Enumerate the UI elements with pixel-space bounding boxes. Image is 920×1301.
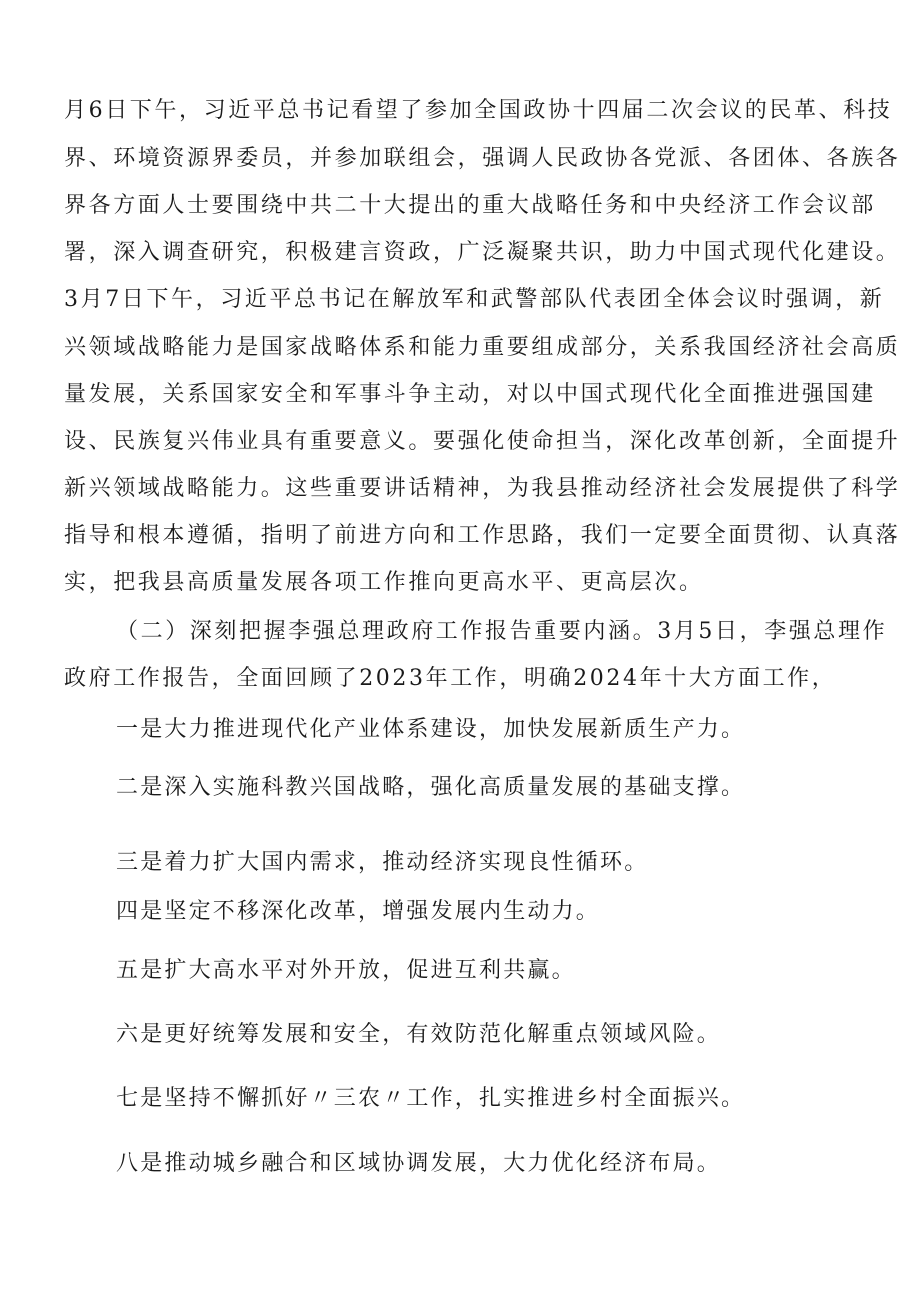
paragraph1-line: 界各方面人士要围绕中共二十大提出的重大战略任务和中央经济工作会议部 (64, 193, 876, 218)
list-item: 七是坚持不懈抓好〃三农〃工作，扎实推进乡村全面振兴。 (116, 1086, 746, 1111)
list-item: 五是扩大高水平对外开放，促进互利共赢。 (116, 958, 576, 983)
list-item: 二是深入实施科教兴国战略，强化高质量发展的基础支撑。 (116, 775, 746, 800)
paragraph1-line: 新兴领域战略能力。这些重要讲话精神，为我县推动经济社会发展提供了科学 (64, 476, 901, 501)
list-item: 三是着力扩大国内需求，推动经济实现良性循环。 (116, 850, 649, 875)
paragraph1-line: 设、民族复兴伟业具有重要意义。要强化使命担当，深化改革创新，全面提升 (64, 429, 901, 454)
list-item: 四是坚定不移深化改革，增强发展内生动力。 (116, 899, 601, 924)
paragraph1-line: 实，把我县高质量发展各项工作推向更高水平、更高层次。 (64, 570, 704, 595)
paragraph1-line: 兴领域战略能力是国家战略体系和能力重要组成部分，关系我国经济社会高质 (64, 335, 901, 360)
list-item: 六是更好统筹发展和安全，有效防范化解重点领域风险。 (116, 1022, 722, 1047)
list-item: 一是大力推进现代化产业体系建设，加快发展新质生产力。 (116, 717, 746, 742)
paragraph1-line: 署，深入调查研究，积极建言资政，广泛凝聚共识，助力中国式现代化建设。 (64, 240, 901, 265)
paragraph1-line: 3月7日下午，习近平总书记在解放军和武警部队代表团全体会议时强调，新 (64, 287, 885, 312)
paragraph1-line: 量发展，关系国家安全和军事斗争主动，对以中国式现代化全面推进强国建 (64, 382, 876, 407)
paragraph2-line: （二）深刻把握李强总理政府工作报告重要内涵。3月5日，李强总理作 (116, 619, 888, 644)
paragraph1-line: 界、环境资源界委员，并参加联组会，强调人民政协各党派、各团体、各族各 (64, 146, 901, 171)
paragraph1-line: 月6日下午，习近平总书记看望了参加全国政协十四届二次会议的民革、科技 (64, 98, 893, 123)
paragraph2-line: 政府工作报告，全面回顾了2023年工作，明确2024年十大方面工作， (64, 666, 837, 691)
paragraph1-line: 指导和根本遵循，指明了前进方向和工作思路，我们一定要全面贯彻、认真落 (64, 523, 901, 548)
list-item: 八是推动城乡融合和区域协调发展，大力优化经济布局。 (116, 1151, 722, 1176)
